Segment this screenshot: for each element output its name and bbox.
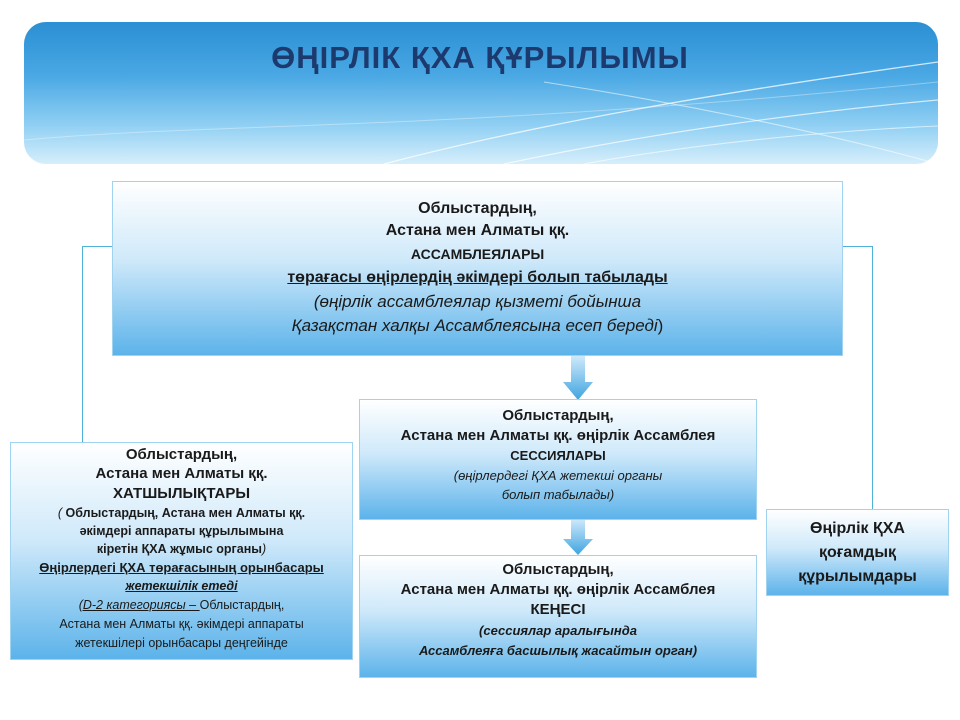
assemblies-line-6: Қазақстан халқы Ассамблеясына есеп береді (291, 316, 658, 335)
assemblies-line-5: (өңірлік ассамблеялар қызметі бойынша (313, 292, 642, 311)
secretariats-line-9: Облыстардың, (199, 598, 285, 612)
council-line-5: Ассамблеяға басшылық жасайтын орган) (418, 643, 698, 658)
connector-left (82, 246, 113, 443)
sessions-line-3: СЕССИЯЛАРЫ (510, 448, 606, 463)
secretariats-line-10: Астана мен Алматы ққ. әкімдері аппараты (59, 617, 304, 631)
sessions-line-1: Облыстардың, (502, 407, 614, 424)
secretariats-line-1: Облыстардың, (125, 446, 238, 463)
assemblies-line-2: Астана мен Алматы ққ. (385, 222, 570, 239)
sessions-line-5: болып табылады) (501, 487, 615, 502)
public-structures-line-2: қоғамдық (818, 544, 896, 561)
sessions-box (359, 399, 757, 520)
council-line-3: КЕҢЕСІ (530, 601, 586, 618)
secretariats-line-6-close: ) (261, 542, 267, 556)
council-line-4-open: ( (479, 623, 484, 638)
public-structures-line-1: Өңірлік ҚХА (810, 520, 905, 537)
public-structures-line-3: құрылымдары (798, 568, 917, 585)
council-line-1: Облыстардың, (502, 561, 614, 578)
secretariats-line-4-open: ( (57, 506, 66, 520)
sessions-line-4: (өңірлердегі ҚХА жетекші органы (453, 468, 663, 483)
council-box (359, 555, 757, 678)
assemblies-line-6-close: ) (657, 316, 664, 335)
public-structures-box (766, 509, 949, 596)
secretariats-line-2: Астана мен Алматы ққ. (95, 465, 268, 482)
assemblies-line-3: АССАМБЛЕЯЛАРЫ (410, 246, 545, 262)
connector-right (842, 246, 873, 510)
council-line-2: Астана мен Алматы ққ. өңірлік Ассамблея (400, 581, 716, 598)
secretariats-line-8: жетекшілік етеді (125, 579, 238, 593)
secretariats-line-4: Облыстардың, Астана мен Алматы ққ. (65, 506, 306, 520)
arrow-down-icon (563, 519, 593, 555)
secretariats-line-6: кіретін ҚХА жұмыс органы (96, 542, 262, 556)
secretariats-line-7: Өңірлердегі ҚХА төрағасының орынбасары (39, 560, 324, 575)
assemblies-line-4: төрағасы өңірлердің әкімдері болып табылады (287, 269, 668, 286)
assemblies-line-1: Облыстардың, (418, 200, 537, 217)
secretariats-box (10, 442, 353, 660)
arrow-down-icon (563, 356, 593, 400)
secretariats-line-9-em: (D-2 категориясы – (78, 598, 200, 612)
secretariats-line-11: жетекшілері орынбасары деңгейінде (75, 636, 288, 650)
page-title: ӨҢІРЛІК ҚХА ҚҰРЫЛЫМЫ (271, 40, 689, 75)
secretariats-line-3: ХАТШЫЛЫҚТАРЫ (112, 485, 251, 502)
council-line-4: сессиялар аралығында (483, 623, 637, 638)
sessions-line-2: Астана мен Алматы ққ. өңірлік Ассамблея (400, 427, 716, 444)
assemblies-box (112, 181, 843, 356)
secretariats-line-5: әкімдері аппараты құрылымына (79, 524, 284, 538)
